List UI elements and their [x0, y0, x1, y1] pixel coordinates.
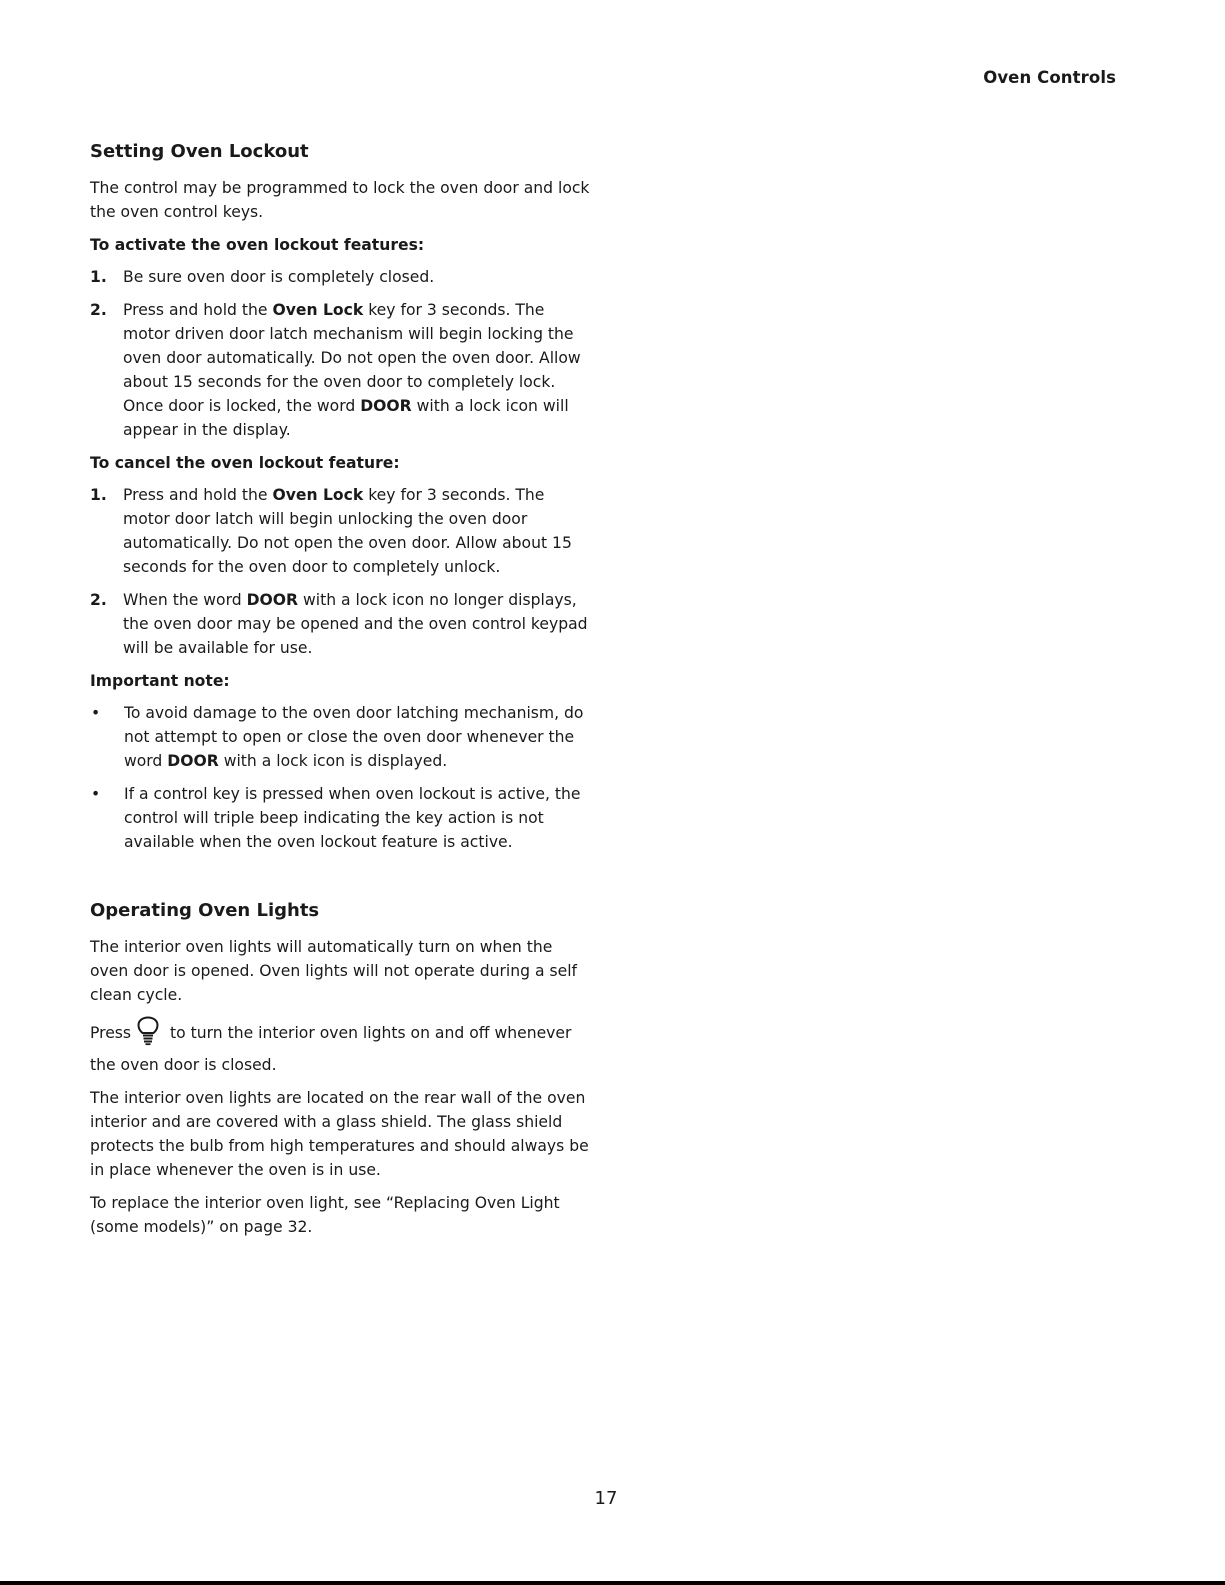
- press-text: to turn the interior oven lights on and off whenever the oven door is closed.: [90, 1024, 572, 1074]
- step-text: Be sure oven door is completely closed.: [123, 268, 435, 286]
- step-number: 2.: [90, 301, 107, 319]
- step-text: [123, 483, 590, 579]
- bottom-rule: [0, 1581, 1225, 1585]
- section-header: Oven Controls: [983, 68, 1116, 87]
- lights-title: Operating Oven Lights: [90, 900, 320, 921]
- cancel-heading: To cancel the oven lockout feature:: [90, 454, 400, 472]
- door-word: DOOR: [360, 397, 412, 415]
- lights-para-4: To replace the interior oven light, see “Replacing Oven Light (some models)” on page 32.: [90, 1194, 560, 1236]
- bullet-icon: •: [91, 785, 101, 803]
- step-text-part: Press and hold the: [123, 486, 273, 504]
- note-heading: Important note:: [90, 672, 230, 690]
- lockout-intro: The control may be programmed to lock the oven door and lock the oven control keys.: [90, 179, 590, 221]
- lights-press-para: [90, 1016, 590, 1077]
- step-text-part: Press and hold the: [123, 301, 273, 319]
- step-text-part: When the word: [123, 591, 247, 609]
- lockout-section: [90, 139, 590, 863]
- note-text-part: with a lock icon is displayed.: [218, 752, 448, 770]
- note-text: [124, 701, 590, 773]
- step-text: [123, 588, 590, 660]
- note-item-2: [90, 782, 590, 854]
- lights-para-1: The interior oven lights will automatically turn on when the oven door is opened. Oven lights will not operate during a self clean cycle.: [90, 938, 578, 1004]
- activate-step-2: [90, 298, 590, 442]
- lights-section: [90, 898, 590, 1248]
- step-text-part: key for 3 seconds. The motor driven door latch mechanism will begin locking the oven door automatically. Do not open the oven door. Allow about 15 seconds for the oven door to completely lock. Once door is locked, the word: [123, 301, 581, 415]
- step-number: 1.: [90, 268, 107, 286]
- cancel-step-1: [90, 483, 590, 579]
- lockout-title: Setting Oven Lockout: [90, 141, 309, 162]
- note-text: If a control key is pressed when oven lockout is active, the control will triple beep indicating the key action is not available when the oven lockout feature is active.: [124, 785, 581, 851]
- step-text-part: with a lock icon no longer displays, the oven door may be opened and the oven control keypad will be available for use.: [123, 591, 588, 657]
- step-text-part: key for 3 seconds. The motor door latch will begin unlocking the oven door automatically. Do not open the oven door. Allow about 15 seconds for the oven door to completely unlock.: [123, 486, 572, 576]
- oven-lock-key-name: Oven Lock: [272, 301, 364, 319]
- step-number: 1.: [90, 486, 107, 504]
- press-text: Press: [90, 1024, 132, 1042]
- cancel-step-2: [90, 588, 590, 660]
- lights-para-3: The interior oven lights are located on the rear wall of the oven interior and are covered with a glass shield. The glass shield protects the bulb from high temperatures and should always be in place whenever the oven is in use.: [90, 1089, 589, 1179]
- light-bulb-icon: [137, 1016, 159, 1053]
- bullet-icon: •: [91, 704, 101, 722]
- page-number: 17: [594, 1488, 618, 1509]
- door-word: DOOR: [167, 752, 219, 770]
- door-word: DOOR: [246, 591, 299, 609]
- note-text-part: To avoid damage to the oven door latching mechanism, do not attempt to open or close the oven door whenever the word: [124, 704, 584, 770]
- oven-lock-key-name: Oven Lock: [272, 486, 364, 504]
- activate-heading: To activate the oven lockout features:: [90, 236, 425, 254]
- step-text-part: with a lock icon will appear in the display.: [123, 397, 569, 439]
- activate-step-1: [90, 265, 590, 289]
- step-number: 2.: [90, 591, 107, 609]
- step-text: [123, 298, 590, 442]
- note-item-1: [90, 701, 590, 773]
